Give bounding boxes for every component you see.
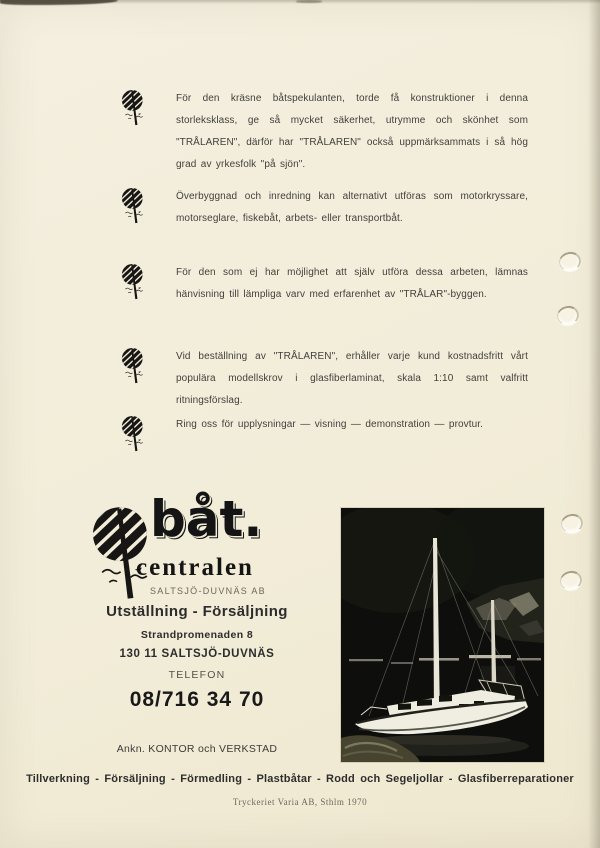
bullet-item bbox=[120, 186, 530, 230]
boat-photo-illustration bbox=[341, 508, 544, 762]
striped-ball-on-mast-logo-icon bbox=[120, 259, 150, 305]
bullet-text: För den som ej har möjlighet att själv utföra dessa arbeten, lämnas hänvisning till lämpliga varv med erfarenhet av "TRÅLAR"-byggen. bbox=[176, 267, 528, 300]
bullet-text: Överbyggnad och inredning kan alternativt utföras som motorkryssare, motorseglare, fiskebåt, arbets- eller transportbåt. bbox=[176, 191, 528, 224]
services-line: Tillverkning - Försäljning - Förmedling - Plastbåtar - Rodd och Segeljollar - Glasfiberreparationer bbox=[26, 773, 574, 785]
punch-hole bbox=[557, 250, 582, 273]
postal-address: 130 11 SALTSJÖ-DUVNÄS bbox=[119, 648, 275, 660]
bullet-item bbox=[120, 88, 530, 176]
street-address: Strandpromenaden 8 bbox=[140, 629, 254, 641]
scan-edge-shadow-right bbox=[588, 0, 600, 848]
punch-hole bbox=[558, 569, 583, 592]
bullet-text: Vid beställning av "TRÅLAREN", erhåller varje kund kostnadsfritt vårt populära modellskrov i glasfiberlaminat, skala 1:10 samt valfritt ritningsförslag. bbox=[176, 351, 528, 406]
punch-hole bbox=[559, 512, 584, 535]
striped-ball-on-mast-logo-icon bbox=[120, 85, 150, 131]
printer-credit: Tryckeriet Varia AB, Sthlm 1970 bbox=[232, 797, 368, 807]
extension-note: Ankn. KONTOR och VERKSTAD bbox=[116, 743, 278, 755]
showroom-line: Utställning - Försäljning bbox=[106, 603, 288, 620]
logo-wordmark: båt. bbox=[150, 490, 263, 548]
bullet-item bbox=[120, 262, 530, 306]
telefon-label: TELEFON bbox=[168, 669, 226, 681]
logo-wordmark-sub: centralen bbox=[136, 554, 254, 581]
scan-smudge-small bbox=[296, 0, 322, 3]
bullet-text: För den kräsne båtspekulanten, torde få konstruktioner i denna storleksklass, ge så mycket säkerhet, utrymme och skönhet som "TRÅLAREN", därför har "TRÅLAREN" också uppmärksammats i så hög grad av yrkesfolk "på sjön". bbox=[176, 93, 528, 170]
scan-smudge bbox=[0, 0, 118, 5]
bullet-item bbox=[120, 346, 530, 412]
contact-block bbox=[76, 603, 318, 755]
boat-photo bbox=[341, 508, 544, 762]
company-name: SALTSJÖ-DUVNÄS AB bbox=[150, 586, 266, 596]
bullet-item bbox=[120, 414, 530, 457]
punch-hole bbox=[555, 304, 580, 327]
striped-ball-on-mast-logo-icon bbox=[120, 411, 150, 457]
striped-ball-on-mast-logo-icon bbox=[120, 343, 150, 389]
brand-logo bbox=[86, 490, 326, 616]
phone-number: 08/716 34 70 bbox=[129, 688, 265, 711]
bullet-text: Ring oss för upplysningar — visning — demonstration — provtur. bbox=[176, 419, 484, 430]
striped-ball-on-mast-logo-icon bbox=[120, 183, 150, 229]
